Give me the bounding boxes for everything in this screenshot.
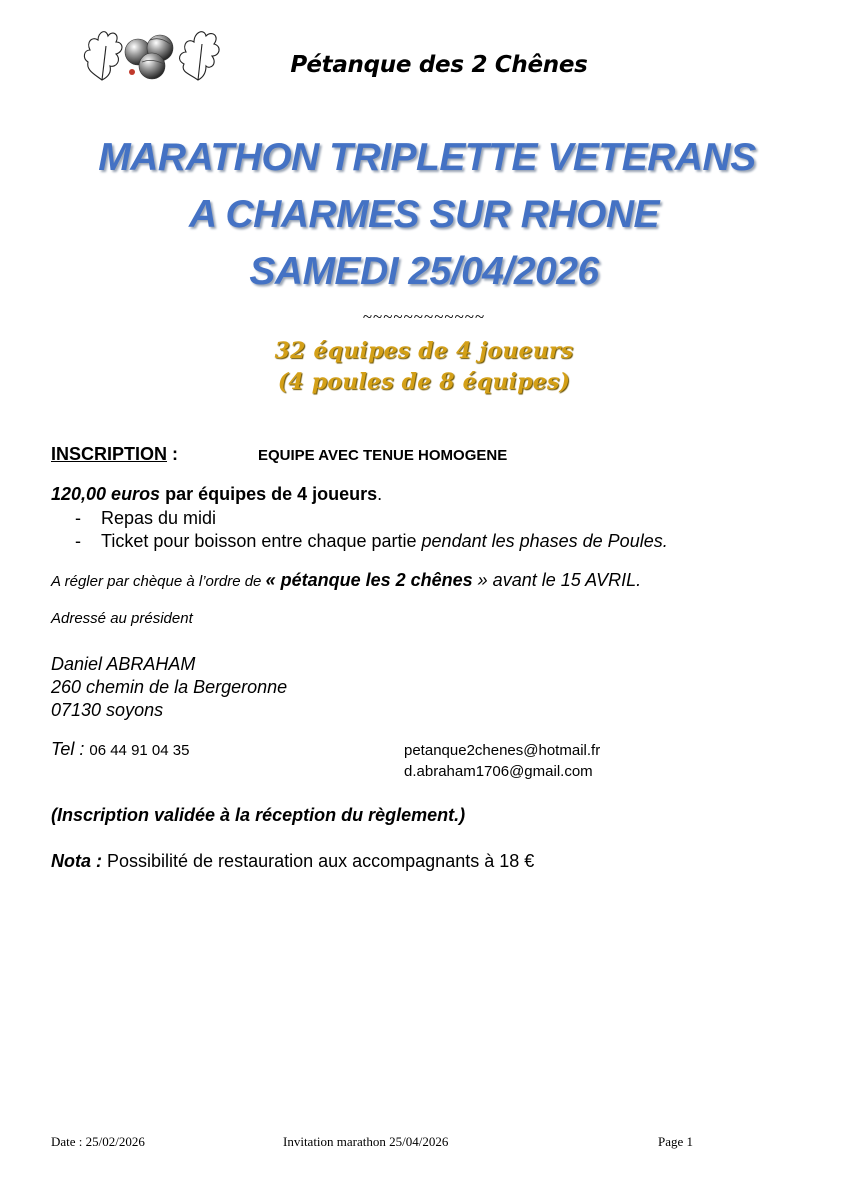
validation-note: (Inscription validée à la réception du règlement.) bbox=[51, 805, 466, 825]
nota-line bbox=[51, 851, 534, 872]
teams-line-2: (4 poules de 8 équipes) bbox=[277, 369, 571, 395]
list-item-italic: pendant les phases de Poules. bbox=[421, 531, 668, 551]
inscription-colon: : bbox=[167, 444, 179, 464]
footer-page-number: Page 1 bbox=[658, 1134, 694, 1149]
phone-line bbox=[51, 739, 189, 760]
payment-instructions bbox=[51, 570, 641, 591]
payment-deadline: » avant le 15 AVRIL. bbox=[472, 570, 642, 590]
address-intro: Adressé au président bbox=[51, 610, 193, 627]
event-title-line-3: SAMEDI 25/04/2026 bbox=[249, 250, 599, 293]
list-dash: - bbox=[75, 531, 81, 551]
phone-number[interactable]: 06 44 91 04 35 bbox=[89, 742, 190, 759]
price-period: . bbox=[377, 484, 383, 504]
email-secondary[interactable]: d.abraham1706@gmail.com bbox=[404, 763, 593, 780]
address-street: 260 chemin de la Bergeronne bbox=[51, 677, 288, 697]
price-description: par équipes de 4 joueurs bbox=[160, 484, 378, 504]
separator: ~~~~~~~~~~~~ bbox=[362, 307, 486, 326]
list-item-text: Repas du midi bbox=[101, 508, 217, 528]
email-primary[interactable]: petanque2chenes@hotmail.fr bbox=[404, 742, 601, 759]
address-city: 07130 soyons bbox=[51, 700, 164, 720]
list-item bbox=[75, 531, 668, 552]
list-dash: - bbox=[75, 508, 81, 528]
price-line bbox=[51, 484, 382, 505]
price-amount: 120,00 euros bbox=[51, 484, 161, 504]
club-name: Pétanque des 2 Chênes bbox=[290, 52, 588, 78]
event-title-line-1: MARATHON TRIPLETTE VETERANS bbox=[98, 136, 756, 179]
payment-payee: « pétanque les 2 chênes bbox=[265, 570, 473, 590]
event-title-line-2: A CHARMES SUR RHONE bbox=[188, 193, 660, 236]
payment-prefix: A régler par chèque à l’ordre de bbox=[51, 573, 266, 590]
footer-date: Date : 25/02/2026 bbox=[51, 1134, 145, 1149]
inscription-note: EQUIPE AVEC TENUE HOMOGENE bbox=[258, 447, 508, 464]
inscription-label: INSCRIPTION bbox=[51, 444, 168, 464]
inscription-heading bbox=[51, 444, 178, 465]
footer-doc-title: Invitation marathon 25/04/2026 bbox=[283, 1134, 449, 1149]
nota-text: Possibilité de restauration aux accompagnants à 18 € bbox=[102, 851, 535, 871]
list-item bbox=[75, 508, 216, 529]
phone-label: Tel : bbox=[51, 739, 90, 759]
list-item-text: Ticket pour boisson entre chaque partie bbox=[101, 531, 422, 551]
nota-label: Nota : bbox=[51, 851, 102, 871]
teams-line-1: 32 équipes de 4 joueurs bbox=[274, 338, 574, 364]
address-name: Daniel ABRAHAM bbox=[51, 654, 196, 674]
